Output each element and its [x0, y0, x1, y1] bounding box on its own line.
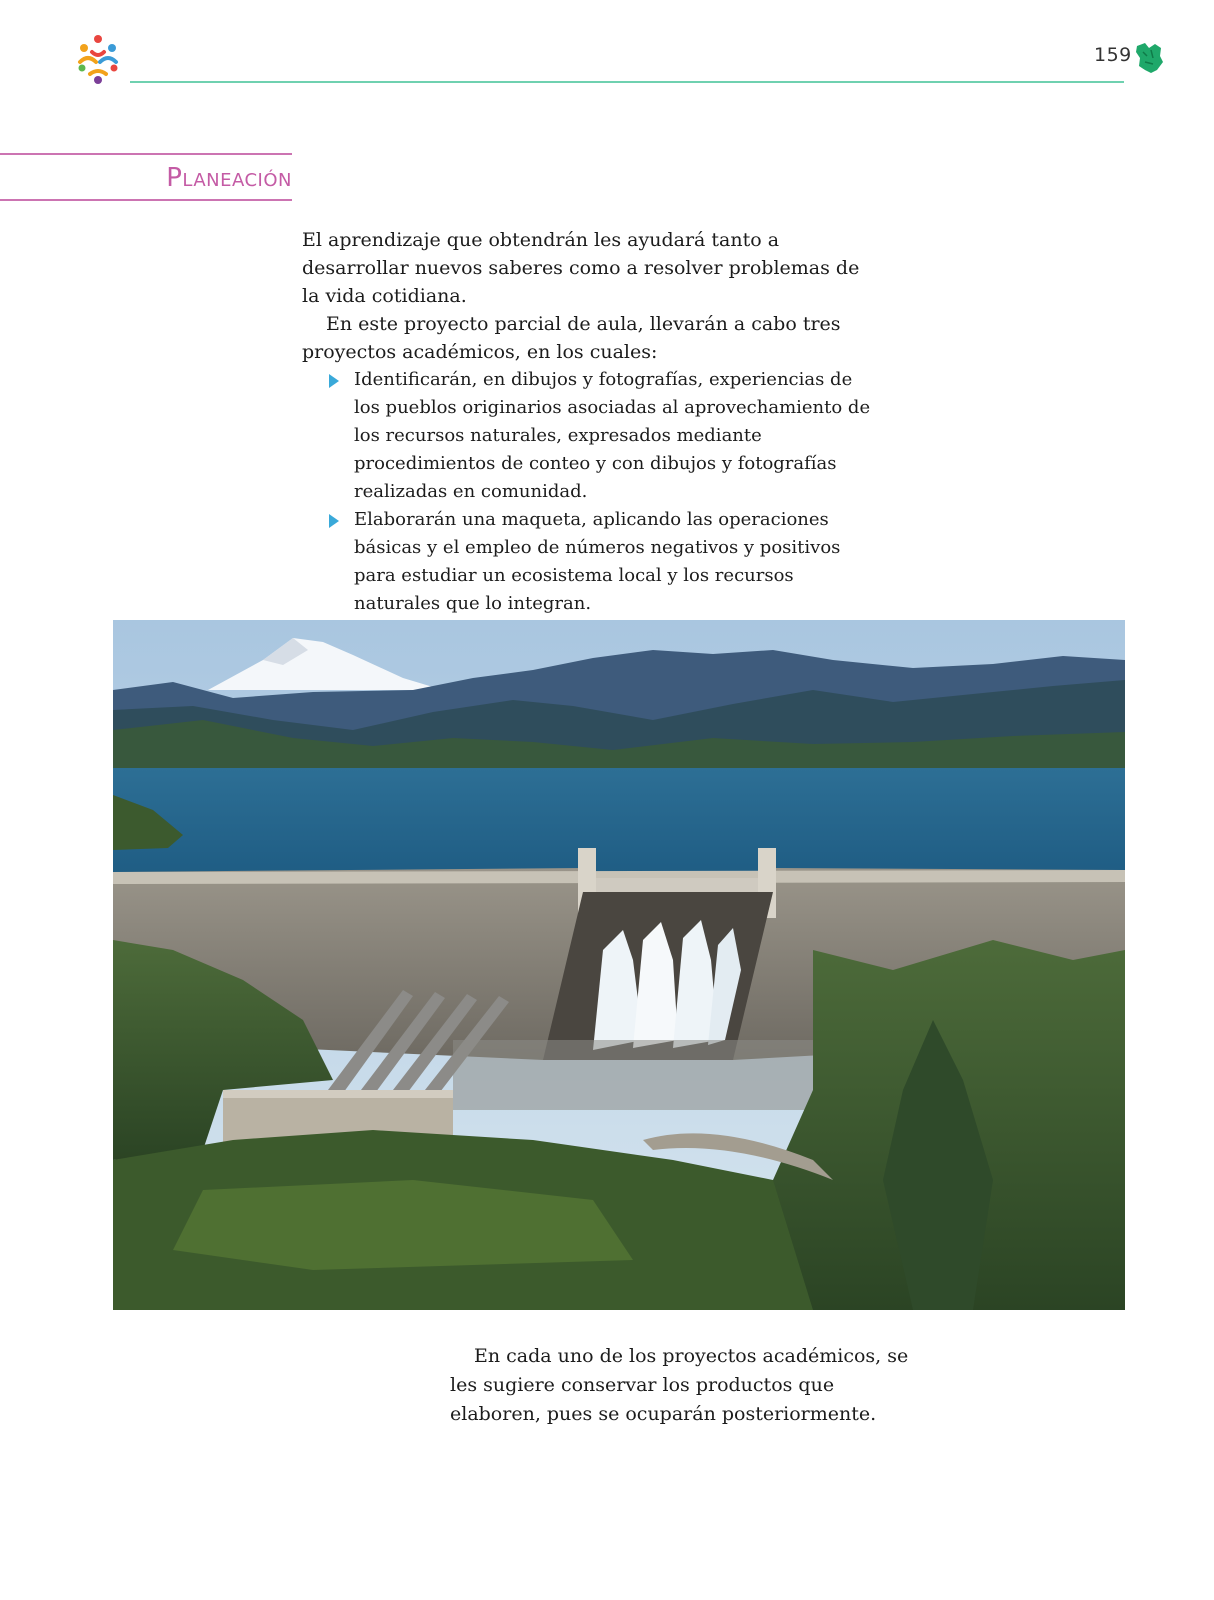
list-item	[302, 506, 882, 618]
section-rule-bottom	[0, 199, 292, 201]
closing-paragraph: En cada uno de los proyectos académicos, se les sugiere conservar los productos que elaboren, pues se ocuparán posteriormente.	[450, 1345, 909, 1425]
section-rule-top	[0, 153, 292, 155]
section-title: Planeación	[166, 163, 292, 193]
green-map-icon	[1133, 40, 1165, 76]
dancing-figures-logo-icon	[70, 32, 126, 88]
page-number: 159	[1094, 44, 1132, 66]
intro-paragraph-1: El aprendizaje que obtendrán les ayudará tanto a desarrollar nuevos saberes como a resolver problemas de la vida cotidiana.	[302, 229, 860, 307]
dam-photo	[113, 620, 1125, 1310]
triangle-bullet-icon	[329, 514, 339, 528]
header-rule	[130, 81, 1124, 83]
list-item-text: Identificarán, en dibujos y fotografías, experiencias de los pueblos originarios asociadas al aprovechamiento de los recursos naturales, expresados mediante procedimientos de conteo y con dibujos y fotografías realizadas en comunidad.	[354, 369, 871, 502]
intro-paragraph-2: En este proyecto parcial de aula, llevarán a cabo tres proyectos académicos, en los cuales:	[302, 313, 841, 363]
triangle-bullet-icon	[329, 374, 339, 388]
closing-text	[450, 1342, 910, 1429]
list-item-text: Elaborarán una maqueta, aplicando las operaciones básicas y el empleo de números negativos y positivos para estudiar un ecosistema local y los recursos naturales que lo integran.	[354, 509, 841, 614]
list-item	[302, 366, 882, 506]
